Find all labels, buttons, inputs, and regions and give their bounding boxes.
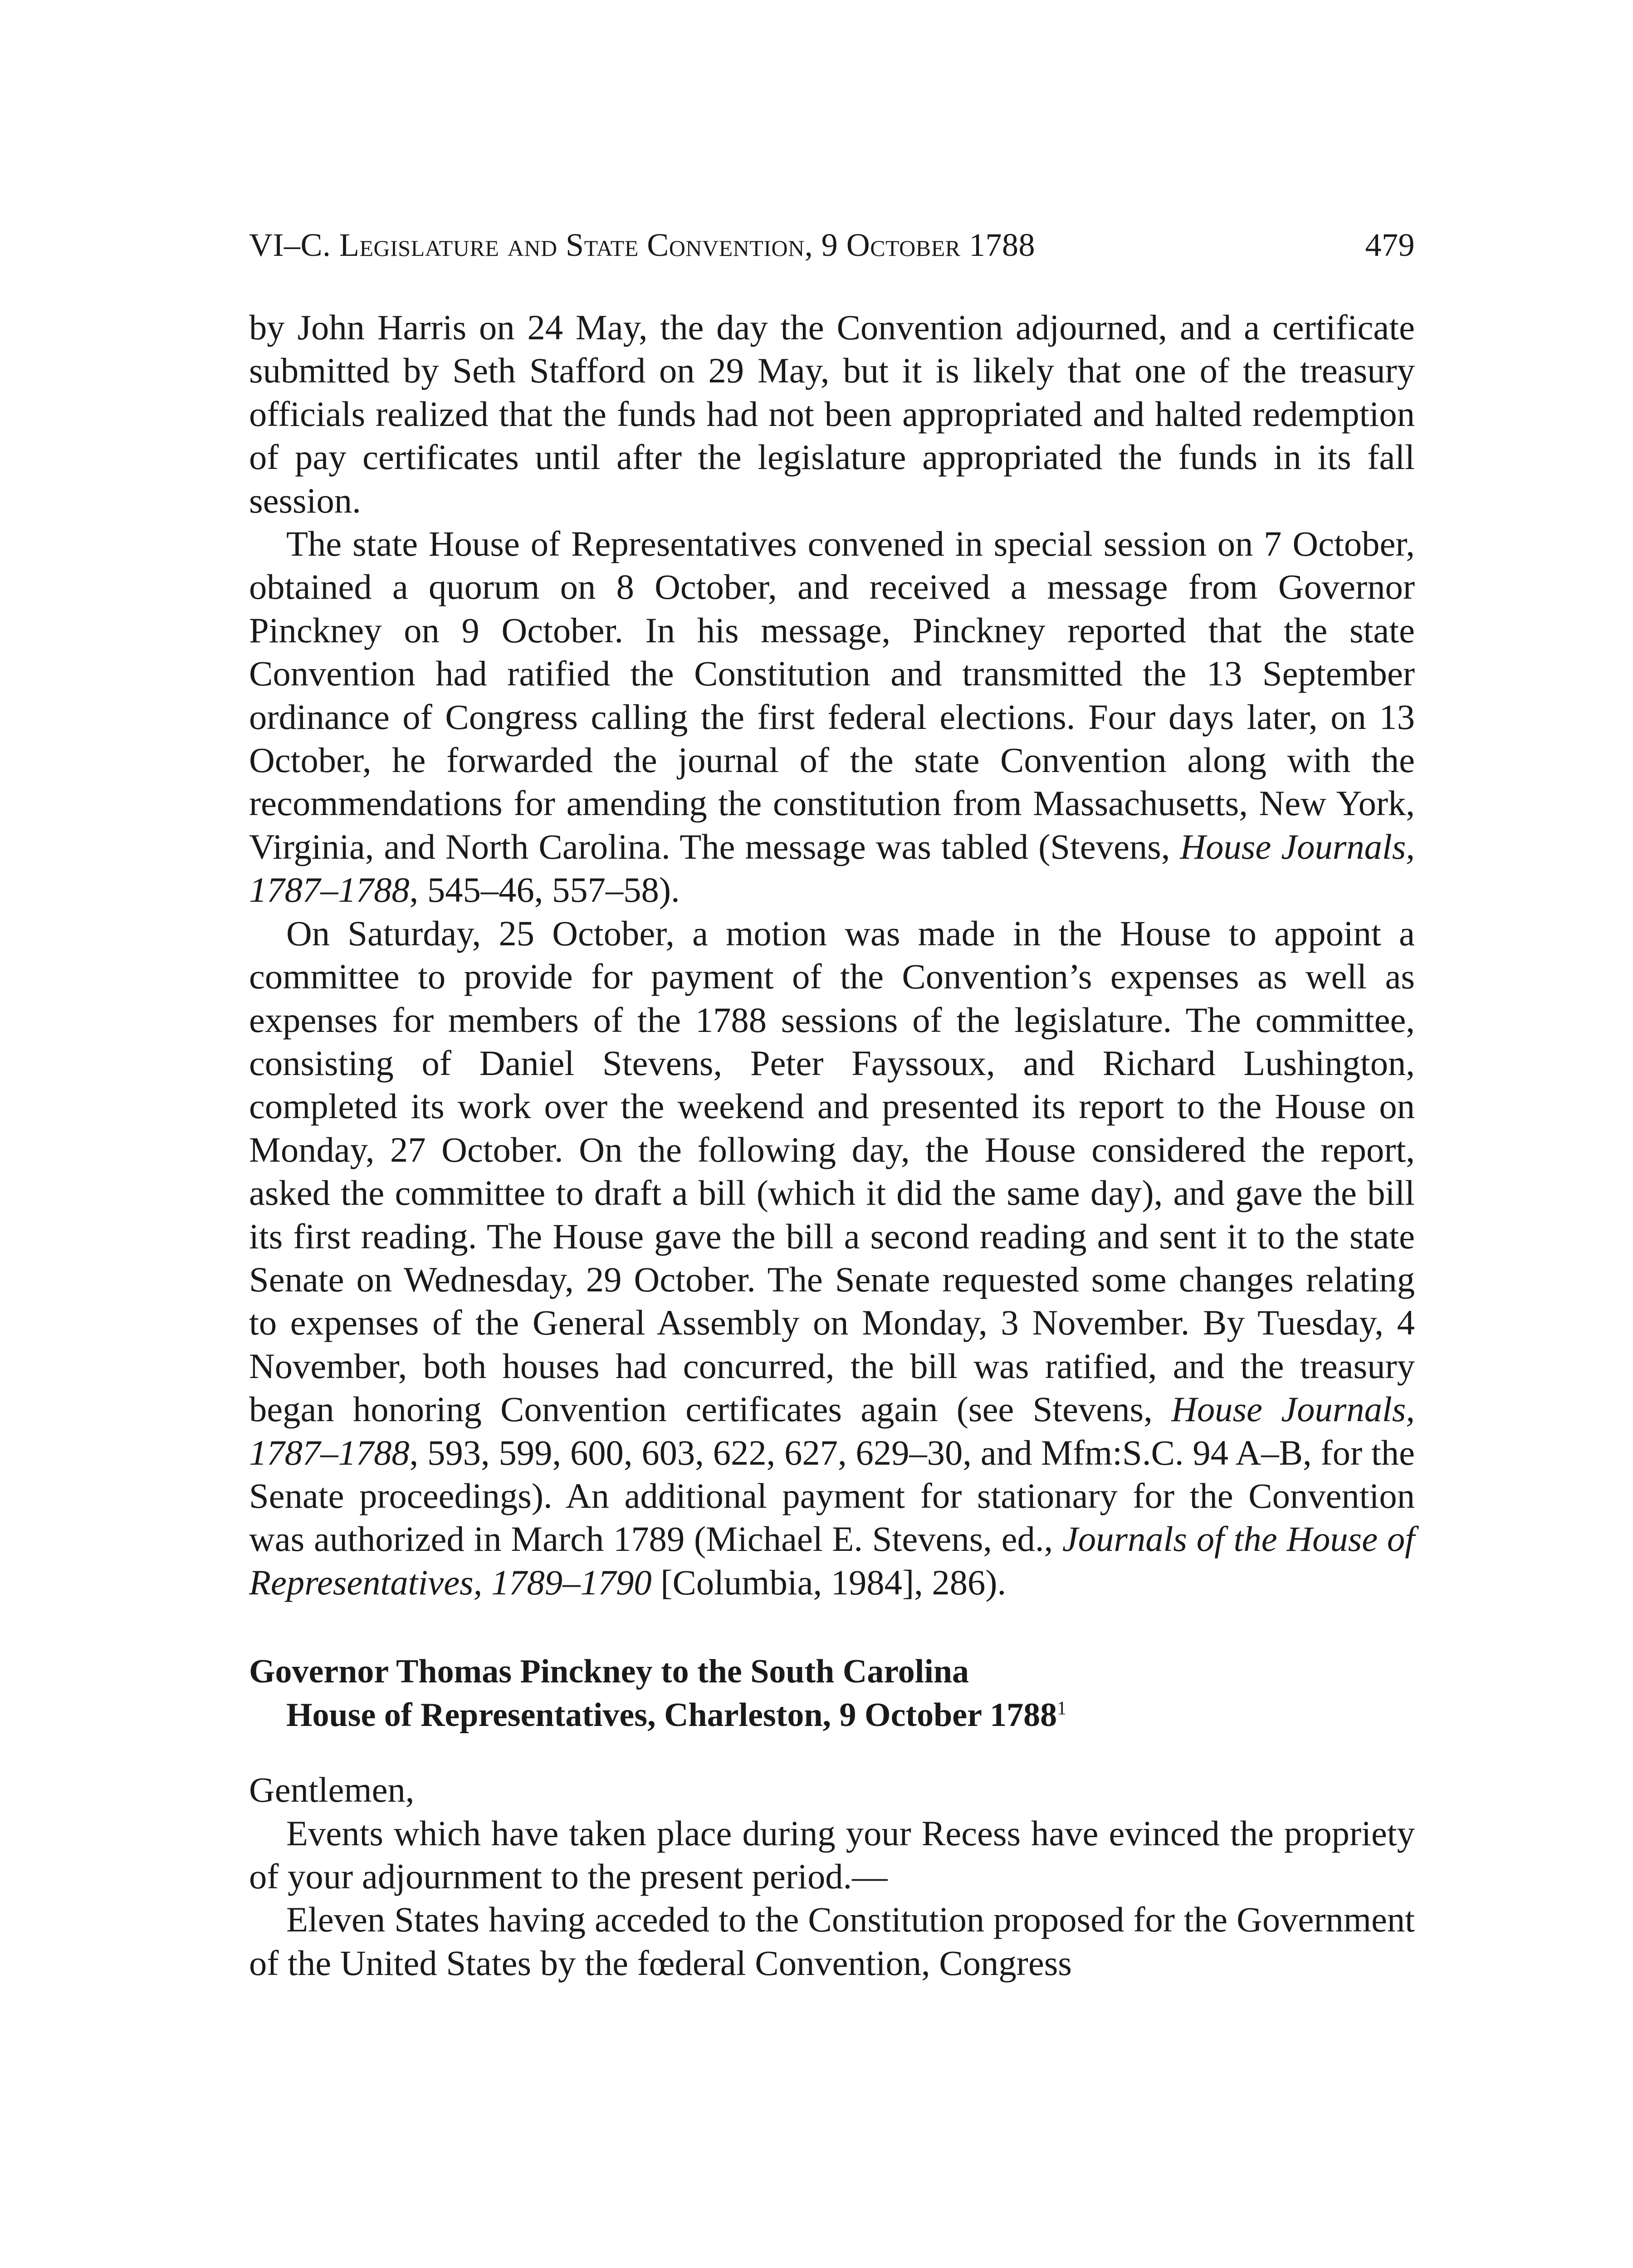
paragraph-1: [249, 306, 1415, 523]
paragraph-3-text-b: , 593, 599, 600, 603, 622, 627, 629–30, and Mfm:S.C. 94 A–B, for the Senate proceedings). An additional payment for stationary for the Convention was authorized in March 1789 (Michael E. Stevens, ed.,: [249, 1433, 1415, 1559]
book-page: [249, 225, 1415, 1985]
letter-text: [249, 1769, 1415, 1985]
letter-paragraph-2: Eleven States having acceded to the Constitution proposed for the Government of the United States by the fœderal Convention, Congress: [249, 1900, 1415, 1983]
paragraph-2-text-a: The state House of Representatives convened in special session on 7 October, obtained a quorum on 8 October, and received a message from Governor Pinckney on 9 October. In his message, Pinckney reported that the state Convention had ratified the Constitution and transmitted the 13 September ordinance of Congress calling the first federal elections. Four days later, on 13 October, he forwarded the journal of the state Convention along with the recommendations for amending the constitution from Massachusetts, New York, Virginia, and North Carolina. The message was tabled (Stevens,: [249, 524, 1415, 867]
editorial-note: [249, 306, 1415, 1604]
letter-paragraph-1: Events which have taken place during your Recess have evinced the propriety of your adjournment to the present period.—: [249, 1813, 1415, 1897]
paragraph-2-text-b: , 545–46, 557–58).: [409, 870, 680, 910]
document-heading-line-1: Governor Thomas Pinckney to the South Carolina: [249, 1653, 969, 1691]
paragraph-3-text-c: [Columbia, 1984], 286).: [651, 1563, 1007, 1603]
paragraph-1-text: by John Harris on 24 May, the day the Convention adjourned, and a certificate submitted by Seth Stafford on 29 May, but it is likely that one of the treasury officials realized that the funds had not been appropriated and halted redemption of pay certificates until after the legislature appropriated the funds in its fall session.: [249, 308, 1415, 521]
document-heading-line-2-wrap: [249, 1693, 1415, 1737]
document-heading: [249, 1650, 1415, 1737]
letter-salutation: Gentlemen,: [249, 1770, 415, 1810]
paragraph-2-citation-title: House Journals, 1787–1788: [249, 827, 1415, 910]
paragraph-3-citation-title-2: Journals of the House of Representatives, 1789–1790: [249, 1520, 1415, 1603]
running-head-title: VI–C. Legislature and State Convention, 9 October 1788: [249, 227, 1036, 263]
document-heading-line-2: House of Representatives, Charleston, 9 October 1788: [286, 1696, 1057, 1734]
paragraph-3-text-a: On Saturday, 25 October, a motion was made in the House to appoint a committee to provide for payment of the Convention’s expenses as well as expenses for members of the 1788 sessions of the legislature. The committee, consisting of Daniel Stevens, Peter Fayssoux, and Richard Lushington, completed its work over the weekend and presented its report to the House on Monday, 27 October. On the following day, the House considered the report, asked the committee to draft a bill (which it did the same day), and gave the bill its first reading. The House gave the bill a second reading and sent it to the state Senate on Wednesday, 29 October. The Senate requested some changes relating to expenses of the General Assembly on Monday, 3 November. By Tuesday, 4 November, both houses had concurred, the bill was ratified, and the treasury began honoring Convention certificates again (see Stevens,: [249, 914, 1415, 1430]
page-number: 479: [1365, 227, 1415, 263]
running-head: [249, 225, 1415, 265]
paragraph-3: [249, 912, 1415, 1605]
paragraph-2: [249, 523, 1415, 912]
paragraph-3-citation-title-1: House Journals, 1787–1788: [249, 1390, 1415, 1473]
footnote-reference: 1: [1057, 1698, 1067, 1719]
